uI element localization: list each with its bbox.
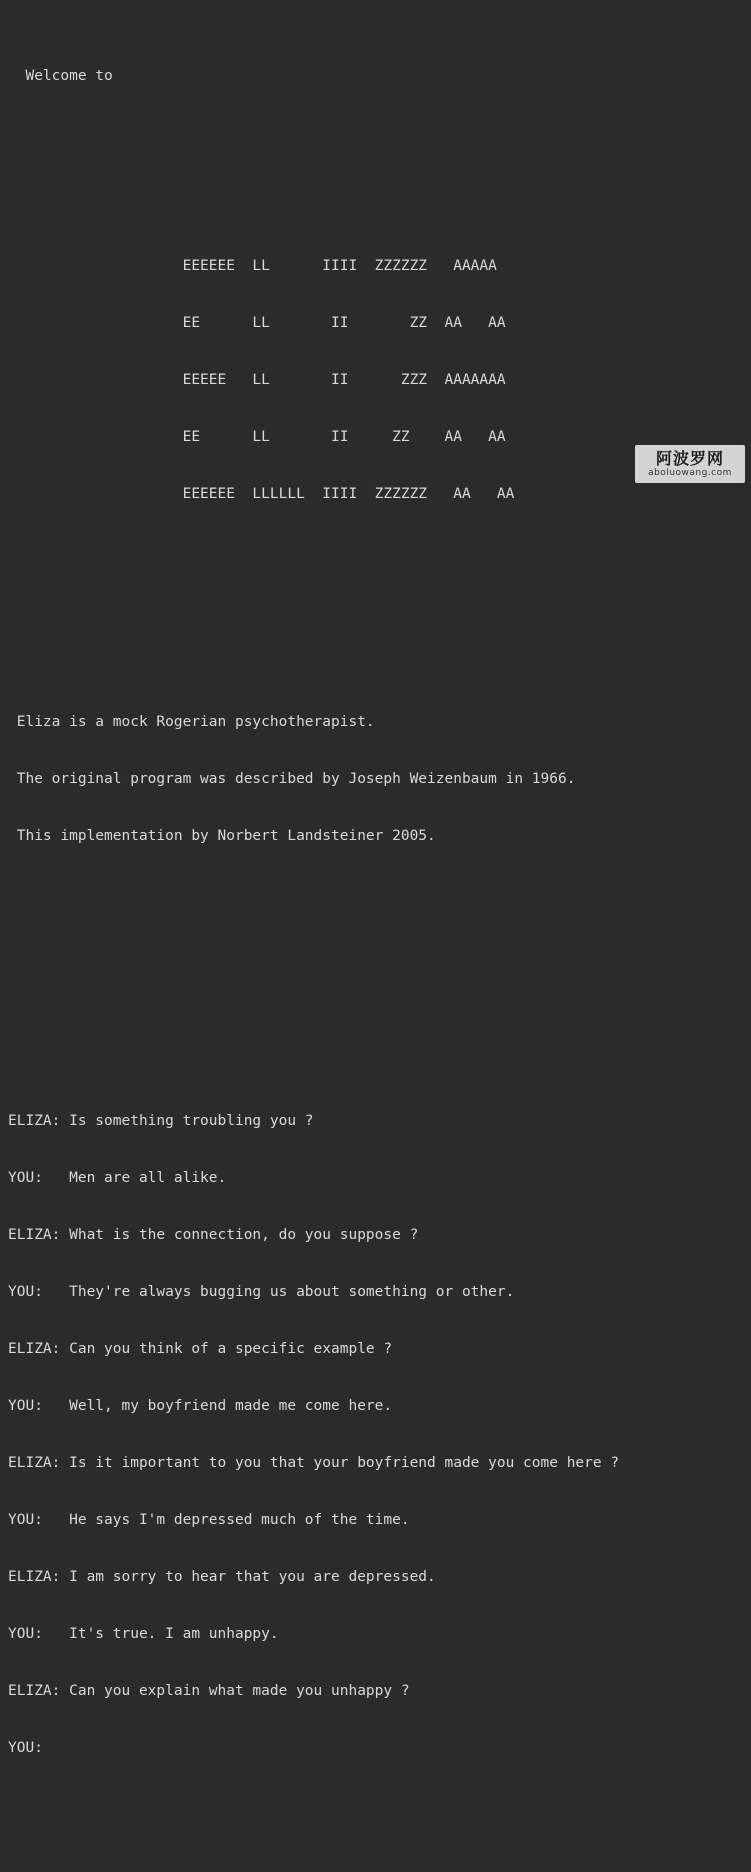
watermark-overlay bbox=[635, 445, 745, 483]
intro-text bbox=[0, 675, 751, 884]
conversation-line: YOU: Well, my boyfriend made me come here. bbox=[8, 1398, 393, 1414]
intro-line-2: The original program was described by Joseph Weizenbaum in 1966. bbox=[8, 771, 576, 787]
eliza-ascii-banner bbox=[0, 219, 751, 542]
conversation-line: YOU: Men are all alike. bbox=[8, 1170, 227, 1186]
conversation-line: YOU: He says I'm depressed much of the time. bbox=[8, 1512, 410, 1528]
spacer-line bbox=[0, 941, 751, 960]
banner-line-4: EE LL II ZZ AA AA bbox=[8, 429, 506, 445]
banner-line-1: EEEEEE LL IIII ZZZZZZ AAAAA bbox=[8, 258, 497, 274]
banner-line-5: EEEEEE LLLLLL IIII ZZZZZZ AA AA bbox=[8, 486, 515, 502]
conversation-line: ELIZA: Can you explain what made you unhappy ? bbox=[8, 1683, 410, 1699]
conversation-line: ELIZA: Can you think of a specific example ? bbox=[8, 1341, 393, 1357]
conversation-line: YOU: It's true. I am unhappy. bbox=[8, 1626, 279, 1642]
banner-line-2: EE LL II ZZ AA AA bbox=[8, 315, 506, 331]
spacer-line bbox=[0, 599, 751, 618]
watermark-sub-text: aboluowang.com bbox=[648, 467, 732, 478]
conversation-line: YOU: They're always bugging us about something or other. bbox=[8, 1284, 515, 1300]
input-prompt-line[interactable]: YOU: bbox=[8, 1740, 43, 1756]
conversation-line: ELIZA: I am sorry to hear that you are depressed. bbox=[8, 1569, 436, 1585]
welcome-line: Welcome to bbox=[8, 68, 113, 84]
conversation-line: ELIZA: Is it important to you that your boyfriend made you come here ? bbox=[8, 1455, 620, 1471]
conversation-line: ELIZA: Is something troubling you ? bbox=[8, 1113, 314, 1129]
watermark-main-text: 阿波罗网 bbox=[655, 448, 724, 468]
intro-line-3: This implementation by Norbert Landsteiner 2005. bbox=[8, 828, 436, 844]
conversation-log bbox=[0, 1074, 751, 1796]
spacer-line bbox=[0, 143, 751, 162]
banner-line-3: EEEEE LL II ZZZ AAAAAAA bbox=[8, 372, 506, 388]
intro-line-1: Eliza is a mock Rogerian psychotherapist. bbox=[8, 714, 375, 730]
spacer-line bbox=[0, 998, 751, 1017]
conversation-line: ELIZA: What is the connection, do you suppose ? bbox=[8, 1227, 419, 1243]
